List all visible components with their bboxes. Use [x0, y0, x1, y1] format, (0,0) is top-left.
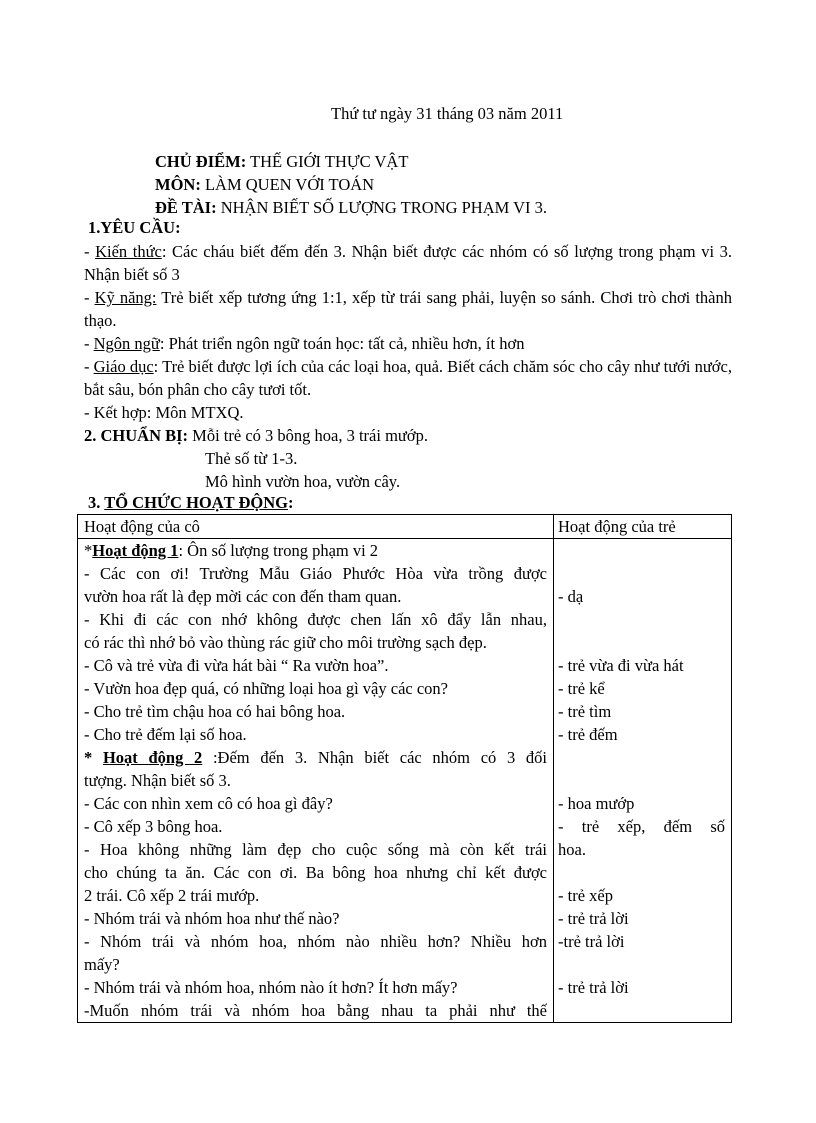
child-line: - trẻ đếm: [558, 725, 618, 744]
preparation-title: 2. CHUẨN BỊ:: [84, 426, 189, 445]
child-line: -trẻ trả lời: [558, 932, 625, 951]
child-line: hoa.: [558, 840, 586, 859]
teacher-line: - Nhóm trái và nhóm hoa như thế nào?: [84, 909, 340, 928]
blank-line: [558, 631, 725, 654]
date-line: Thứ tư ngày 31 tháng 03 năm 2011: [331, 104, 564, 123]
bullet: -: [84, 334, 94, 353]
child-line: - trẻ xếp, đếm số: [558, 817, 725, 836]
topic-value: NHẬN BIẾT SỐ LƯỢNG TRONG PHẠM VI 3.: [216, 198, 548, 217]
skills-paragraph: [84, 286, 732, 332]
table-row: [78, 539, 732, 1023]
bullet: -: [84, 288, 95, 307]
language-paragraph: [84, 332, 732, 355]
activity-2-text: :Đếm đến 3. Nhận biết các nhóm có 3 đối: [202, 748, 547, 767]
child-line: - trẻ vừa đi vừa hát: [558, 656, 684, 675]
teacher-line: - Hoa không những làm đẹp cho cuộc sống mà còn kết trái: [84, 840, 547, 859]
teacher-line: - Nhóm trái và nhóm hoa, nhóm nào ít hơn? Ít hơn mấy?: [84, 978, 458, 997]
child-line: - trẻ xếp: [558, 886, 613, 905]
blank-line: [558, 999, 725, 1022]
blank-line: [558, 746, 725, 769]
preparation-item-1: Mỗi trẻ có 3 bông hoa, 3 trái mướp.: [188, 426, 428, 445]
section-title-text: TỔ CHỨC HOẠT ĐỘNG: [104, 493, 289, 512]
knowledge-label: Kiến thức: [95, 242, 162, 261]
topic-heading: [155, 196, 547, 219]
blank-line: [558, 861, 725, 884]
section-colon: :: [288, 493, 294, 512]
topic-label: ĐỀ TÀI:: [155, 198, 217, 217]
teacher-line: - Các con nhìn xem cô có hoa gì đây?: [84, 794, 333, 813]
bullet: -: [84, 242, 96, 261]
child-activities-cell: [554, 539, 732, 1023]
blank-line: [558, 562, 725, 585]
theme-value: THẾ GIỚI THỰC VẬT: [246, 152, 409, 171]
child-line: - hoa mướp: [558, 794, 635, 813]
bullet: -: [84, 357, 94, 376]
education-label: Giáo dục: [93, 357, 154, 376]
teacher-line: - Khi đi các con nhớ không được chen lấn xô đẩy lẫn nhau,: [84, 610, 547, 629]
blank-line: [558, 539, 725, 562]
blank-line: [558, 769, 725, 792]
child-column-header: Hoạt động của trẻ: [554, 515, 732, 539]
subject-heading: [155, 173, 374, 196]
activity-1-label: Hoạt động 1: [92, 541, 179, 560]
teacher-line: -Muốn nhóm trái và nhóm hoa bằng nhau ta phải như thế: [84, 1001, 547, 1020]
teacher-line: cho chúng ta ăn. Các con ơi. Ba bông hoa nhưng chỉ kết được: [84, 863, 547, 882]
teacher-line: - Nhóm trái và nhóm hoa, nhóm nào nhiều hơn? Nhiều hơn: [84, 932, 547, 951]
teacher-line: - Cho trẻ tìm chậu hoa có hai bông hoa.: [84, 702, 346, 721]
skills-label: Kỹ năng:: [94, 288, 157, 307]
child-line: - trẻ kể: [558, 679, 605, 698]
teacher-line: mấy?: [84, 955, 120, 974]
teacher-line: - Cô và trẻ vừa đi vừa hát bài “ Ra vườn hoa”.: [84, 656, 389, 675]
teacher-line: có rác thì nhớ bỏ vào thùng rác giữ cho môi trường sạch đẹp.: [84, 633, 487, 652]
child-line: - trẻ tìm: [558, 702, 612, 721]
section-number: 3.: [88, 493, 105, 512]
teacher-line: 2 trái. Cô xếp 2 trái mướp.: [84, 886, 260, 905]
teacher-line: - Vườn hoa đẹp quá, có những loại hoa gì vậy các con?: [84, 679, 448, 698]
star-marker: *: [84, 748, 103, 767]
subject-label: MÔN:: [155, 175, 201, 194]
theme-heading: [155, 150, 408, 173]
table-header-row: [78, 515, 732, 539]
activity-1-text: : Ôn số lượng trong phạm vi 2: [178, 541, 379, 560]
teacher-line: vườn hoa rất là đẹp mời các con đến tham quan.: [84, 587, 402, 606]
skills-text: Trẻ biết xếp tương ứng 1:1, xếp từ trái sang phải, luyện so sánh. Chơi trò chơi thành thạo.: [84, 288, 733, 330]
language-text: : Phát triển ngôn ngữ toán học: tất cả, nhiều hơn, ít hơn: [159, 334, 525, 353]
requirements-title: 1.YÊU CẦU:: [88, 218, 181, 237]
knowledge-paragraph: [84, 240, 732, 286]
activities-table: [77, 514, 732, 1023]
knowledge-text: : Các cháu biết đếm đến 3. Nhận biết được các nhóm có số lượng trong phạm vi 3. Nhận biết số 3: [84, 242, 732, 284]
preparation-item-3: Mô hình vườn hoa, vườn cây.: [205, 472, 401, 491]
activities-title: [88, 493, 294, 513]
teacher-line: - Cô xếp 3 bông hoa.: [84, 817, 223, 836]
activity-1-heading: [84, 539, 547, 562]
language-label: Ngôn ngữ: [93, 334, 160, 353]
teacher-line: - Cho trẻ đếm lại số hoa.: [84, 725, 247, 744]
child-line: - dạ: [558, 587, 584, 606]
activity-2-label: Hoạt động 2: [102, 748, 203, 767]
star-marker: *: [84, 541, 93, 560]
teacher-column-header: Hoạt động của cô: [78, 515, 554, 539]
teacher-line: tượng. Nhận biết số 3.: [84, 771, 231, 790]
subject-value: LÀM QUEN VỚI TOÁN: [200, 175, 375, 194]
preparation-line: [84, 424, 428, 447]
education-text: : Trẻ biết được lợi ích của các loại hoa, quả. Biết cách chăm sóc cho cây như tưới nước, bắt sâu, bón phân cho cây tươi tốt.: [84, 357, 732, 399]
teacher-activities-cell: [78, 539, 554, 1023]
child-line: - trẻ trả lời: [558, 978, 629, 997]
teacher-line: - Các con ơi! Trường Mẫu Giáo Phước Hòa vừa trồng được: [84, 564, 547, 583]
theme-label: CHỦ ĐIỂM:: [155, 152, 247, 171]
blank-line: [558, 608, 725, 631]
integration-paragraph: - Kết hợp: Môn MTXQ.: [84, 403, 244, 422]
education-paragraph: [84, 355, 732, 401]
preparation-item-2: Thẻ số từ 1-3.: [205, 449, 298, 468]
activity-2-heading: [84, 746, 547, 769]
child-line: - trẻ trả lời: [558, 909, 629, 928]
blank-line: [558, 953, 725, 976]
